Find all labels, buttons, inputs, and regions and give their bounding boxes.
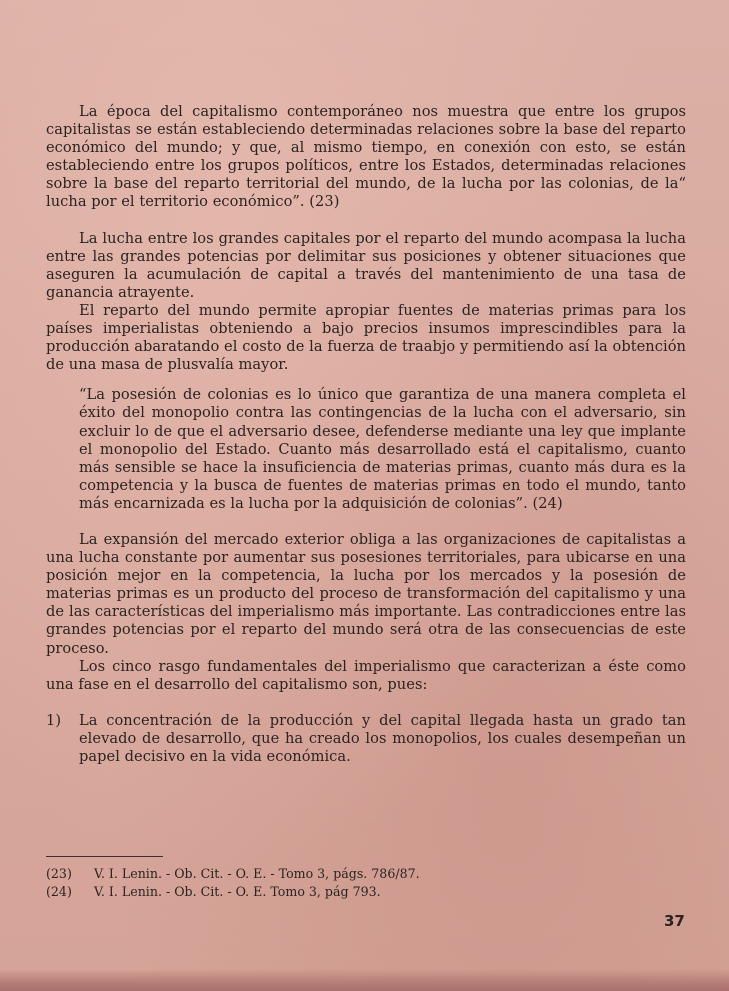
paragraph-capitalist-epoch: La época del capitalismo contemporáneo nos muestra que entre los grupos capitalistas se están estableciendo determinadas relaciones sobre la base del reparto económico del mundo; y que, al mismo tiempo, en conexión con esto, se están estableciendo entre los grupos políticos, entre los Estados, determinadas relaciones sobre la base del reparto territorial del mundo, de la lucha por las colonias, de la“ lucha por el territorio económico”. (23) [46, 103, 686, 211]
footnote-number: (23) [46, 866, 72, 881]
paragraph-market-expansion: La expansión del mercado exterior obliga a las organizaciones de capitalistas a una lucha constante por aumentar sus posesiones territoriales, para ubicarse en una posición mejor en la competencia, la lucha por los mercados y la posesión de materias primas es un producto del proceso de transformación del capitalismo y una de las características del imperialismo más importante. Las contradicciones entre las grandes potencias por el reparto del mundo será otra de las consecuencias de este proceso. [46, 530, 686, 657]
list-item-text: La concentración de la producción y del capital llegada hasta un grado tan elevado de desarrollo, que ha creado los monopolios, los cuales desempeñan un papel decisivo en la vida económica. [79, 711, 686, 765]
footnote-number: (24) [46, 884, 72, 899]
page-number: 37 [664, 912, 685, 930]
list-item-number: 1) [46, 711, 62, 729]
list-item [46, 712, 686, 766]
paragraph-struggle-capitals: La lucha entre los grandes capitales por el reparto del mundo acompasa la lucha entre las grandes potencias por delimitar sus posiciones y obtener situaciones que aseguren la acumulación de capital a través del mantenimiento de una tasa de ganancia atrayente. [46, 229, 686, 301]
footnote-text: V. I. Lenin. - Ob. Cit. - O. E. Tomo 3, pág 793. [94, 884, 381, 899]
footnote [46, 865, 546, 883]
block-quote-colonies: “La posesión de colonias es lo único que garantiza de una manera completa el éxito del monopolio contra las contingencias de la lucha con el adversario, sin excluir lo de que el adversario desee, defenderse mediante una ley que implante el monopolio del Estado. Cuanto más desarrollado está el capitalismo, cuanto más sensible se hace la insuficiencia de materias primas, cuanto más dura es la competencia y la busca de fuentes de materias primas en todo el mundo, tanto más encarnizada es la lucha por la adquisición de colonias”. (24) [79, 386, 686, 512]
footnotes [46, 865, 546, 901]
footnote [46, 883, 546, 901]
main-text [46, 103, 686, 766]
footnote-text: V. I. Lenin. - Ob. Cit. - O. E. - Tomo 3, págs. 786/87. [94, 866, 420, 881]
paragraph-five-features: Los cinco rasgo fundamentales del imperialismo que caracterizan a éste como una fase en el desarrollo del capitalismo son, pues: [46, 657, 686, 693]
footnote-divider [46, 856, 163, 857]
paragraph-raw-materials: El reparto del mundo permite apropiar fuentes de materias primas para los países imperialistas obteniendo a bajo precios insumos imprescindibles para la producción abaratando el costo de la fuerza de traabjo y permitiendo así la obtención de una masa de plusvalía mayor. [46, 301, 686, 374]
page-bottom-edge [0, 969, 729, 991]
